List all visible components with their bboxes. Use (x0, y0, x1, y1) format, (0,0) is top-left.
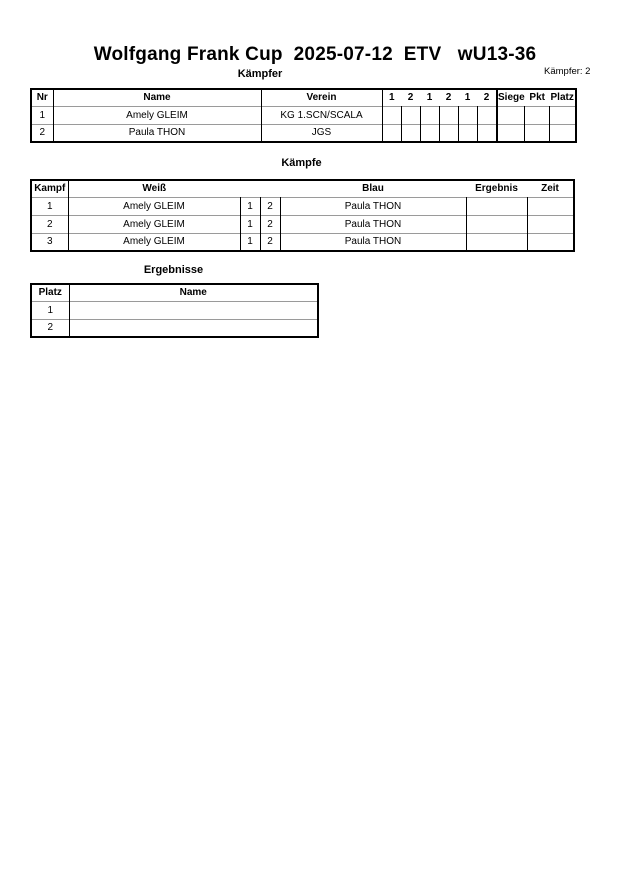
col-header-platz: Platz (31, 284, 69, 301)
cell-blau-nr: 2 (260, 197, 280, 215)
ergebnisse-table (30, 283, 319, 338)
cell-platz: 2 (31, 319, 69, 337)
cell-zeit (527, 197, 574, 215)
cell-ergebnis (466, 215, 527, 233)
cell-kampf-nr: 3 (31, 233, 68, 251)
kaempfe-table (30, 179, 575, 252)
cell-blau-name: Paula THON (280, 197, 466, 215)
cell-round-score (401, 124, 420, 142)
col-header-zeit: Zeit (541, 183, 559, 195)
cell-weiss-name: Amely GLEIM (68, 197, 240, 215)
col-header-blau: Blau (362, 183, 384, 195)
result-row (31, 319, 318, 337)
cell-zeit (527, 215, 574, 233)
cell-result-name (69, 301, 318, 319)
cell-round-score (420, 124, 439, 142)
kaempfer-header-row (31, 89, 576, 106)
col-header-pkt: Pkt (529, 92, 545, 104)
cell-kampf-nr: 2 (31, 215, 68, 233)
cell-pkt (525, 106, 550, 124)
fighter-row (31, 124, 576, 142)
col-header-platz: Platz (550, 92, 574, 104)
section-heading-ergebnisse: Ergebnisse (143, 264, 204, 276)
cell-weiss-nr: 1 (240, 233, 260, 251)
cell-round-score (477, 106, 497, 124)
cell-round-score (401, 106, 420, 124)
cell-weiss-nr: 1 (240, 197, 260, 215)
fighter-count-label: Kämpfer: 2 (544, 66, 591, 77)
page-title: Wolfgang Frank Cup 2025-07-12 ETV wU13-36 (93, 44, 537, 65)
cell-result-name (69, 319, 318, 337)
col-header-nr: Nr (31, 89, 53, 106)
cell-fighter-name: Paula THON (53, 124, 261, 142)
cell-pkt (525, 124, 550, 142)
cell-blau-name: Paula THON (280, 215, 466, 233)
cell-fighter-name: Amely GLEIM (53, 106, 261, 124)
cell-siege (497, 106, 525, 124)
section-heading-kaempfer: Kämpfer (237, 68, 283, 80)
col-header-round: 1 (464, 92, 471, 104)
cell-round-score (458, 124, 477, 142)
col-header-round: 1 (426, 92, 433, 104)
result-row (31, 301, 318, 319)
col-header-spacer (240, 180, 260, 197)
cell-nr: 2 (31, 124, 53, 142)
col-header-name: Name (53, 89, 261, 106)
col-header-round: 2 (483, 92, 490, 104)
cell-blau-nr: 2 (260, 233, 280, 251)
cell-platz: 1 (31, 301, 69, 319)
col-header-weiss: Weiß (142, 183, 167, 195)
cell-round-score (382, 106, 401, 124)
fight-row (31, 197, 574, 215)
cell-blau-nr: 2 (260, 215, 280, 233)
cell-ergebnis (466, 233, 527, 251)
cell-blau-name: Paula THON (280, 233, 466, 251)
cell-siege (497, 124, 525, 142)
col-header-kampf: Kampf (31, 180, 68, 197)
cell-round-score (382, 124, 401, 142)
col-header-round: 2 (407, 92, 414, 104)
cell-zeit (527, 233, 574, 251)
cell-round-score (477, 124, 497, 142)
col-header-siege: Siege (497, 89, 525, 106)
col-header-name: Name (179, 287, 207, 299)
cell-round-score (458, 106, 477, 124)
cell-nr: 1 (31, 106, 53, 124)
cell-platz (550, 106, 576, 124)
cell-platz (550, 124, 576, 142)
cell-verein: KG 1.SCN/SCALA (261, 106, 382, 124)
ergebnisse-header-row (31, 284, 318, 301)
cell-ergebnis (466, 197, 527, 215)
fight-row (31, 215, 574, 233)
cell-round-score (439, 106, 458, 124)
cell-round-score (439, 124, 458, 142)
kaempfe-header-row (31, 180, 574, 197)
col-header-round: 2 (445, 92, 452, 104)
cell-weiss-name: Amely GLEIM (68, 233, 240, 251)
cell-weiss-name: Amely GLEIM (68, 215, 240, 233)
col-header-ergebnis: Ergebnis (475, 183, 518, 195)
cell-weiss-nr: 1 (240, 215, 260, 233)
col-header-verein: Verein (261, 89, 382, 106)
section-heading-kaempfe: Kämpfe (281, 157, 322, 169)
kaempfer-table (30, 88, 577, 143)
fighter-row (31, 106, 576, 124)
cell-round-score (420, 106, 439, 124)
cell-verein: JGS (261, 124, 382, 142)
col-header-spacer (260, 180, 280, 197)
fight-row (31, 233, 574, 251)
cell-kampf-nr: 1 (31, 197, 68, 215)
col-header-round: 1 (388, 92, 395, 104)
